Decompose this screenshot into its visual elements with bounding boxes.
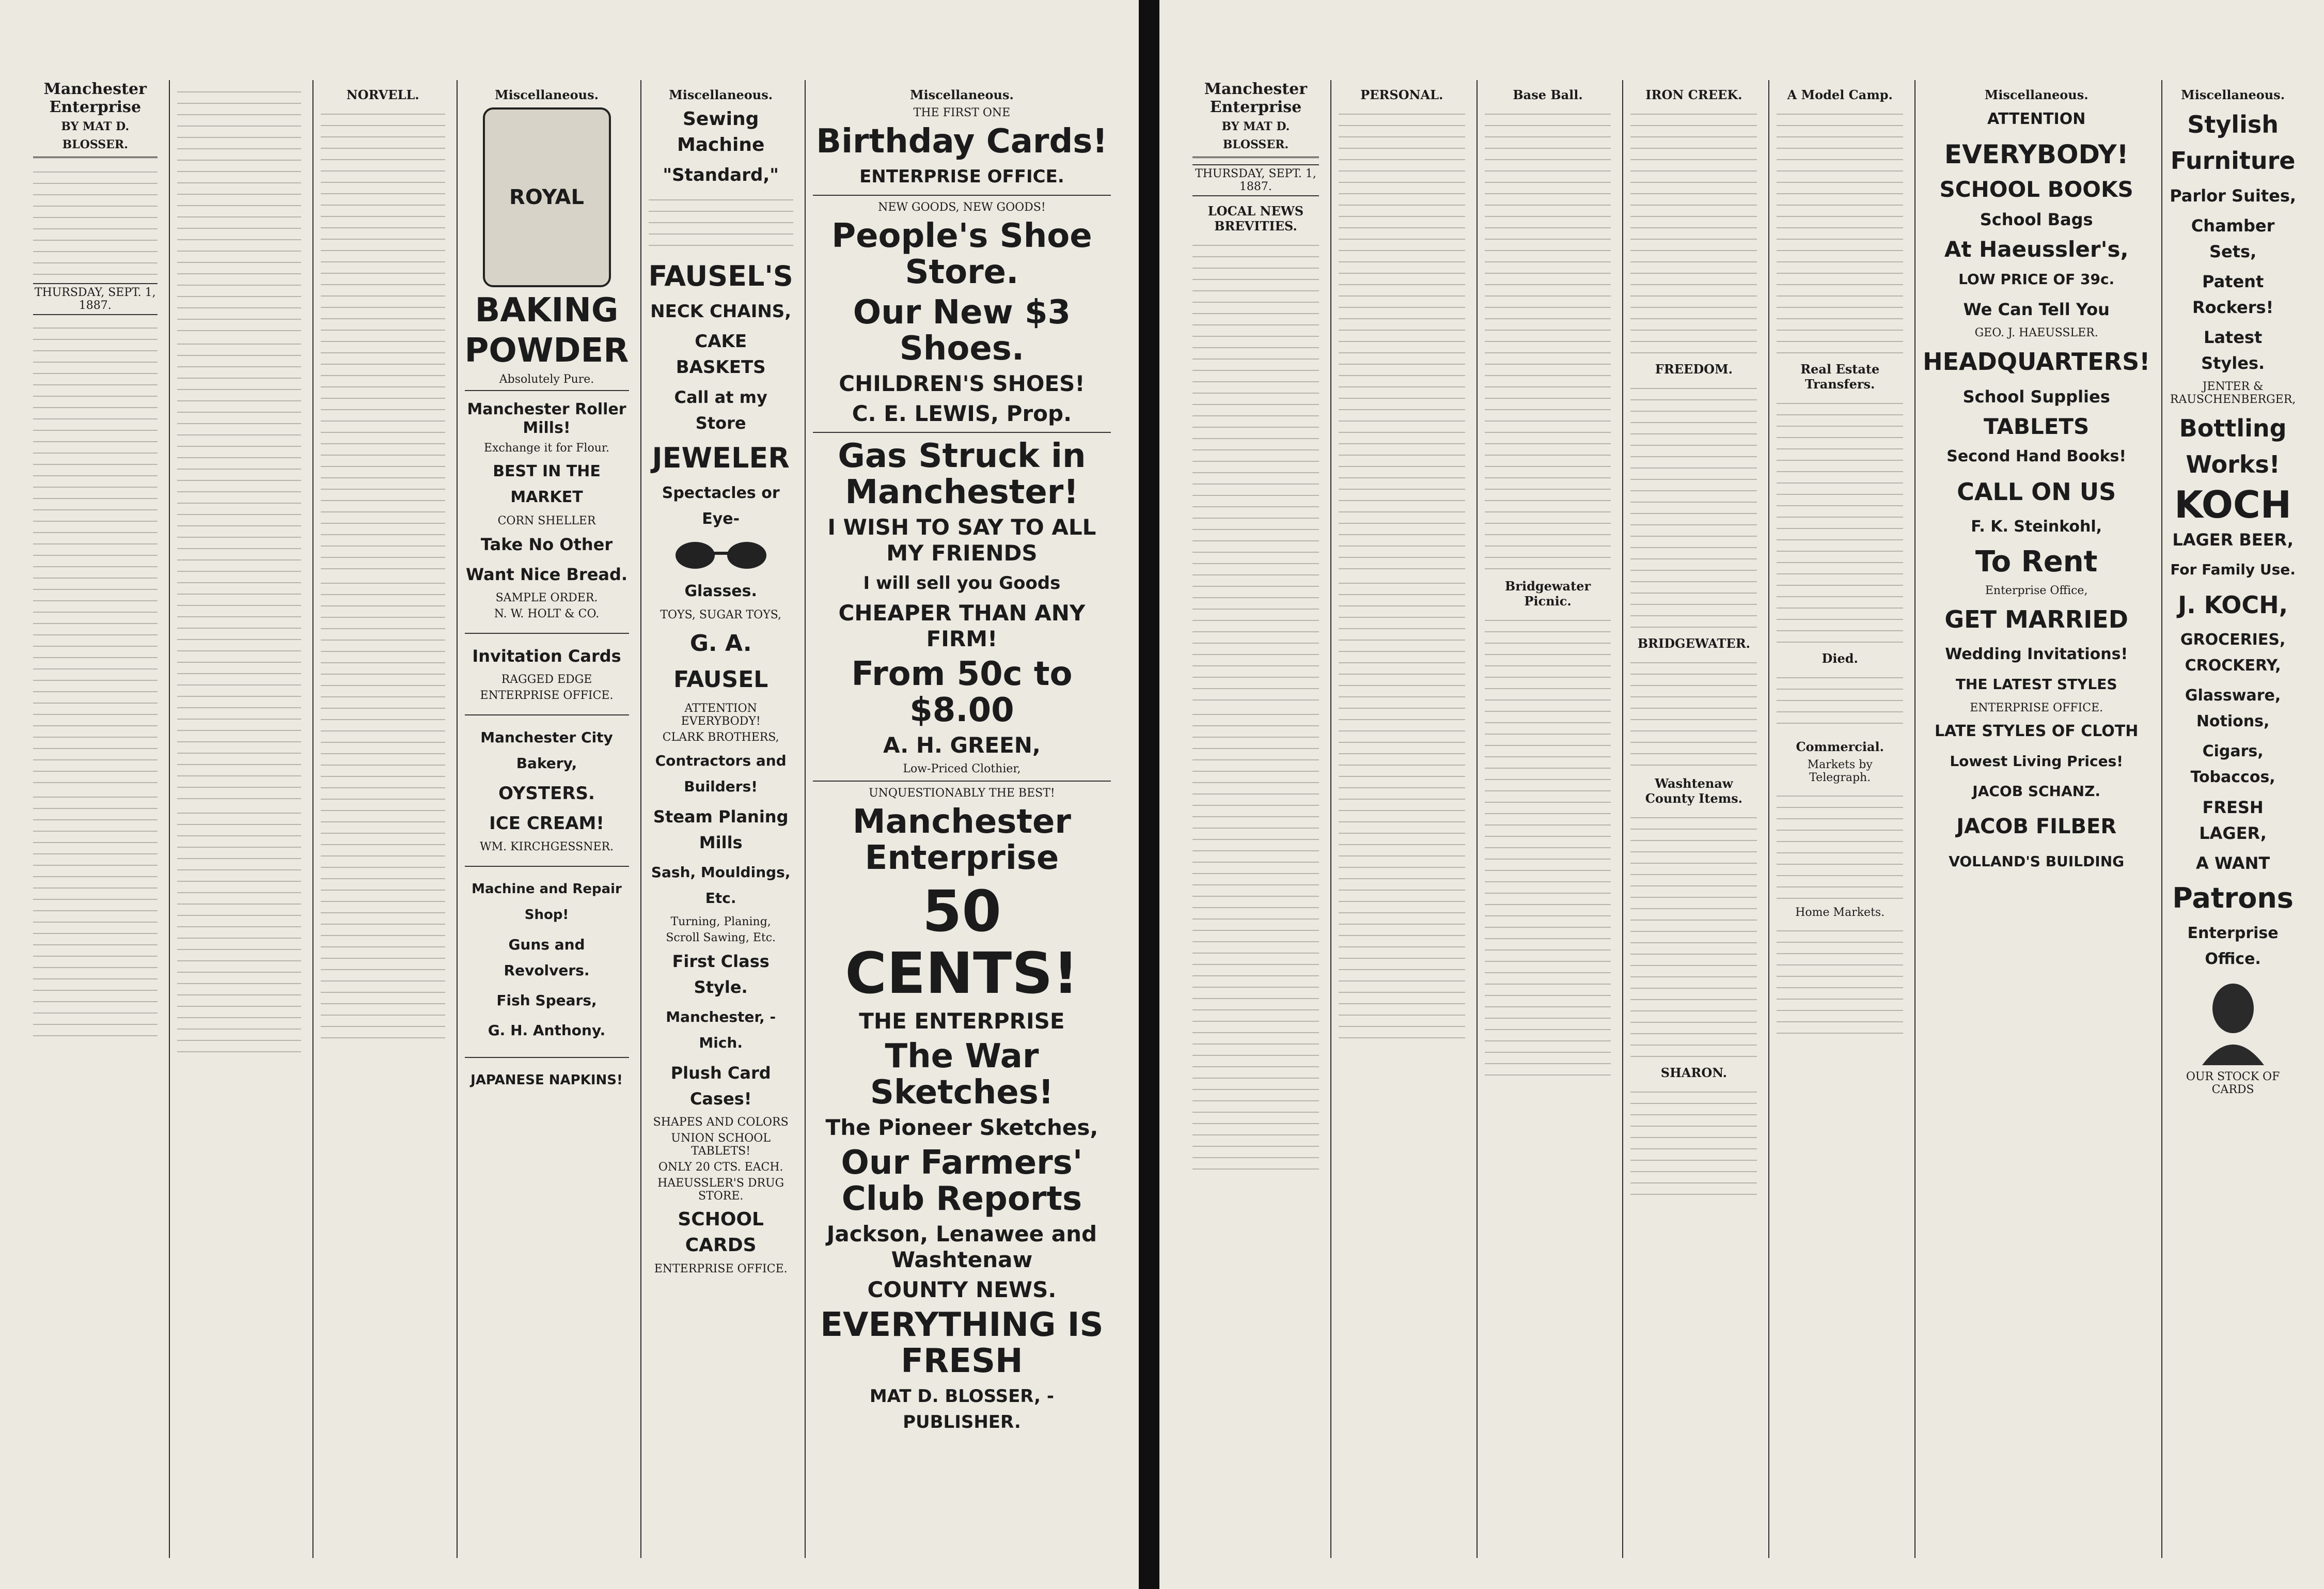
take-no-other: Take No Other	[480, 535, 613, 554]
exchange-flour: Exchange it for Flour.	[484, 442, 609, 455]
scroll: Scroll Sawing, Etc.	[666, 931, 776, 944]
baking-label: BAKING	[475, 291, 619, 330]
masthead-byline: BY MAT D. BLOSSER.	[61, 120, 130, 151]
home-markets: Home Markets.	[1795, 906, 1885, 919]
toys: TOYS, SUGAR TOYS,	[660, 609, 781, 621]
masthead-right	[1192, 80, 1319, 158]
publisher: MAT D. BLOSSER, - PUBLISHER.	[869, 1386, 1054, 1432]
iron-creek-text	[1630, 106, 1757, 354]
right-col-7	[2161, 80, 2303, 1558]
washtenaw-heading: Washtenaw County Items.	[1645, 776, 1743, 806]
masthead-left	[33, 80, 158, 158]
jacob-filber: JACOB FILBER	[1956, 815, 2117, 838]
best-market: BEST IN THE MARKET	[493, 462, 601, 506]
masthead-title: Manchester Enterprise	[43, 80, 147, 116]
column-heading: Miscellaneous.	[909, 87, 1014, 102]
enterprise-office: ENTERPRISE OFFICE.	[480, 689, 614, 702]
column-heading: NORVELL.	[346, 87, 419, 102]
wedding-invitations: Wedding Invitations!	[1945, 645, 2128, 663]
holt-co: N. W. HOLT & CO.	[494, 607, 600, 620]
koch-logo: KOCH	[2174, 483, 2292, 526]
plush-cases: Plush Card Cases!	[670, 1063, 771, 1109]
neck-chains: NECK CHAINS,	[650, 301, 792, 322]
portrait-illustration-icon	[2194, 977, 2272, 1065]
glasses-label: Glasses.	[684, 582, 757, 600]
home-markets-text	[1777, 923, 1903, 1037]
oysters: OYSTERS.	[498, 783, 595, 804]
left-col-5	[640, 80, 800, 1558]
new-goods: NEW GOODS, NEW GOODS!	[878, 201, 1046, 214]
geo-haeussler: GEO. J. HAEUSSLER.	[1974, 326, 2098, 339]
patent-rockers: Patent Rockers!	[2192, 272, 2274, 317]
left-page	[0, 0, 1139, 1589]
childrens-shoes: CHILDREN'S SHOES!	[839, 371, 1085, 396]
farmers-club-text	[33, 789, 158, 1037]
gas-struck: Gas Struck in Manchester!	[838, 437, 1086, 511]
sample-order: SAMPLE ORDER.	[495, 591, 598, 604]
japanese-napkins: JAPANESE NAPKINS!	[470, 1072, 623, 1088]
eyeglasses-icon	[669, 537, 773, 573]
picnic-text	[1485, 613, 1611, 1078]
the-enterprise: THE ENTERPRISE	[859, 1008, 1065, 1034]
birthday-cards: Birthday Cards!	[816, 122, 1108, 161]
powder-label: POWDER	[464, 332, 629, 370]
union-tablets: UNION SCHOOL TABLETS!	[671, 1132, 771, 1158]
latest-styles: THE LATEST STYLES	[1955, 676, 2117, 693]
low-priced-clothier: Low-Priced Clothier,	[903, 762, 1021, 775]
stock-of-cards: OUR STOCK OF CARDS	[2186, 1070, 2280, 1096]
masthead-byline: BY MAT D. BLOSSER.	[1221, 120, 1290, 151]
markets-telegraph: Markets by Telegraph.	[1807, 758, 1873, 784]
column-heading: IRON CREEK.	[1645, 87, 1742, 102]
call-on-us: CALL ON US	[1957, 478, 2116, 506]
a-want: A WANT	[2196, 853, 2270, 873]
royal-label: ROYAL	[509, 185, 584, 209]
bottling-works: Bottling Works!	[2179, 414, 2287, 478]
right-page	[1159, 0, 2324, 1589]
enterprise-office-rent: Enterprise Office,	[1985, 584, 2088, 597]
ga-fausel: G. A. FAUSEL	[673, 630, 768, 693]
left-col-4	[457, 80, 636, 1558]
manchester-enterprise: Manchester Enterprise	[852, 803, 1071, 877]
ce-lewis: C. E. LEWIS, Prop.	[852, 401, 1072, 426]
local-text-2	[1192, 707, 1319, 1172]
vollands-building: VOLLAND'S BUILDING	[1949, 853, 2125, 870]
peoples-shoe-store: People's Shoe Store.	[831, 217, 1092, 291]
fausels: FAUSEL'S	[648, 260, 793, 292]
contractors: Contractors and Builders!	[655, 752, 787, 795]
new-3-shoes: Our New $3 Shoes.	[853, 293, 1071, 368]
tell-you: We Can Tell You	[1963, 300, 2110, 319]
ah-green: A. H. GREEN,	[883, 733, 1041, 758]
repair-shop: Machine and Repair Shop!	[472, 881, 622, 923]
standard: "Standard,"	[663, 165, 779, 185]
divider	[813, 195, 1111, 196]
left-columns	[26, 80, 1118, 1558]
counties: Jackson, Lenawee and Washtenaw	[826, 1221, 1097, 1272]
cheaper-than: CHEAPER THAN ANY FIRM!	[838, 600, 1086, 651]
washtenaw-text	[1630, 810, 1757, 1058]
groceries: GROCERIES, CROCKERY,	[2180, 631, 2286, 675]
column-heading: Miscellaneous.	[669, 87, 773, 102]
headquarters: HEADQUARTERS!	[1923, 348, 2150, 376]
tablets: TABLETS	[1984, 414, 2090, 439]
first-class: First Class Style.	[672, 952, 770, 997]
estate-text	[1777, 396, 1903, 644]
manchester-mich: Manchester, - Mich.	[666, 1008, 776, 1051]
call-at-store: Call at my Store	[674, 387, 767, 433]
everybody: EVERYBODY!	[1944, 139, 2129, 169]
right-col-5	[1768, 80, 1910, 1558]
school-cards: SCHOOL CARDS	[678, 1209, 764, 1256]
personal-text-2	[1339, 575, 1465, 1040]
second-hand: Second Hand Books!	[1946, 447, 2127, 465]
jacob-schanz: JACOB SCHANZ.	[1972, 783, 2101, 800]
kirchgessner: WM. KIRCHGESSNER.	[479, 840, 614, 853]
fish-spears: Fish Spears,	[496, 992, 597, 1009]
first-one: THE FIRST ONE	[913, 106, 1011, 119]
at-haeussler: At Haeussler's,	[1944, 237, 2129, 262]
furniture-firm: JENTER & RAUSCHENBERGER,	[2170, 380, 2296, 406]
commercial-heading: Commercial.	[1796, 739, 1885, 754]
left-col-6	[805, 80, 1118, 1558]
right-col-1	[1185, 80, 1326, 1558]
clark-brothers: CLARK BROTHERS,	[662, 731, 779, 744]
bakery-ad	[465, 714, 629, 862]
county-news-text	[321, 575, 445, 1040]
sell-goods: I will sell you Goods	[863, 573, 1061, 594]
attention: ATTENTION	[1987, 110, 2086, 128]
low-price: LOW PRICE OF 39c.	[1958, 271, 2115, 288]
issue-date: THURSDAY, SEPT. 1, 1887.	[1192, 164, 1319, 196]
died-heading: Died.	[1821, 651, 1858, 666]
county-news: COUNTY NEWS.	[867, 1277, 1057, 1302]
article-text-3	[177, 805, 302, 1053]
bridgewater-heading: BRIDGEWATER.	[1637, 636, 1751, 651]
norvell-text	[321, 106, 445, 571]
column-heading: Miscellaneous.	[2181, 87, 2285, 102]
right-col-4	[1622, 80, 1764, 1558]
issue-date: THURSDAY, SEPT. 1, 1887.	[33, 283, 158, 315]
roller-mills-ad	[465, 390, 629, 629]
ice-cream: ICE CREAM!	[489, 813, 604, 834]
drug-store: HAEUSSLER'S DRUG STORE.	[657, 1177, 784, 1203]
freedom-text	[1630, 381, 1757, 629]
get-married: GET MARRIED	[1944, 605, 2128, 633]
enterprise-office: ENTERPRISE OFFICE.	[859, 166, 1064, 187]
glassware: Glassware, Notions,	[2185, 687, 2281, 730]
invitation-cards: Invitation Cards	[472, 646, 621, 666]
left-col-1	[26, 80, 165, 1558]
guns-revolvers: Guns and Revolvers.	[504, 936, 590, 979]
school-books: SCHOOL BOOKS	[1939, 177, 2133, 202]
fifty-cents: 50 CENTS!	[845, 878, 1079, 1006]
only-20: ONLY 20 CTS. EACH.	[658, 1161, 783, 1174]
attention: ATTENTION EVERYBODY!	[681, 702, 761, 728]
left-col-2	[169, 80, 309, 1558]
article-text-2	[177, 336, 302, 801]
fresh-lager: FRESH LAGER,	[2199, 798, 2267, 843]
divider	[813, 432, 1111, 433]
shapes-colors: SHAPES AND COLORS	[653, 1116, 789, 1129]
left-col-3	[312, 80, 452, 1558]
napkins-ad	[465, 1057, 629, 1102]
city-bakery: Manchester City Bakery,	[480, 729, 613, 772]
chamber-sets: Chamber Sets,	[2191, 216, 2275, 261]
baseball-text	[1485, 106, 1611, 571]
masthead-title: Manchester Enterprise	[1204, 80, 1308, 116]
picnic-heading: Bridgewater Picnic.	[1505, 579, 1591, 609]
parlor-suites: Parlor Suites,	[2170, 186, 2297, 206]
cake-baskets: CAKE BASKETS	[676, 331, 766, 378]
local-text	[1192, 238, 1319, 703]
freedom-heading: FREEDOM.	[1655, 362, 1733, 377]
right-col-2	[1330, 80, 1472, 1558]
enterprise-office: ENTERPRISE OFFICE.	[654, 1263, 788, 1275]
everything-fresh: EVERYTHING IS FRESH	[820, 1306, 1104, 1380]
steam-mills: Steam Planing Mills	[653, 807, 789, 852]
latest-styles: Latest Styles.	[2201, 328, 2265, 373]
page-gutter	[1139, 0, 1159, 1589]
sewing-text	[649, 192, 793, 254]
to-rent: To Rent	[1975, 545, 2098, 579]
anthony: G. H. Anthony.	[488, 1022, 606, 1039]
stylish-furniture: Stylish Furniture	[2170, 111, 2296, 175]
baking-powder-can-icon	[483, 107, 611, 287]
invitation-cards-ad	[465, 633, 629, 710]
sharon-text	[1630, 1084, 1757, 1198]
roller-mills-title: Manchester Roller Mills!	[467, 400, 626, 437]
ragged-edge: RAGGED EDGE	[501, 673, 592, 686]
wish-to-say: I WISH TO SAY TO ALL MY FRIENDS	[827, 515, 1096, 566]
patrons: Patrons	[2172, 882, 2294, 914]
spectacles: Spectacles or Eye-	[662, 484, 780, 528]
sharon-heading: SHARON.	[1660, 1065, 1728, 1080]
lowest-prices: Lowest Living Prices!	[1950, 753, 2124, 770]
article-text	[177, 84, 302, 332]
lager-beer: LAGER BEER,	[2172, 530, 2294, 550]
died-text	[1777, 670, 1903, 732]
absolutely-pure: Absolutely Pure.	[499, 373, 594, 386]
repair-shop-ad	[465, 866, 629, 1053]
cigars: Cigars, Tobaccos,	[2190, 742, 2275, 786]
jeweler: JEWELER	[652, 442, 790, 474]
sash: Sash, Mouldings, Etc.	[651, 864, 791, 907]
corn-sheller: CORN SHELLER	[497, 515, 596, 527]
estate-heading: Real Estate Transfers.	[1800, 362, 1880, 392]
column-heading: Miscellaneous.	[1984, 87, 2089, 102]
column-heading: PERSONAL.	[1360, 87, 1443, 102]
price-range: From 50c to $8.00	[851, 655, 1073, 729]
farmers-club: Our Farmers' Club Reports	[841, 1144, 1083, 1218]
divider	[813, 781, 1111, 782]
local-brevities: LOCAL NEWS BREVITIES.	[1207, 204, 1304, 233]
war-sketches: The War Sketches!	[870, 1037, 1054, 1112]
right-col-3	[1477, 80, 1619, 1558]
turning: Turning, Planing,	[670, 915, 771, 928]
column-heading: Miscellaneous.	[495, 87, 599, 102]
markets-text	[1777, 788, 1903, 902]
pioneer-sketches: The Pioneer Sketches,	[825, 1115, 1098, 1140]
notice-text-block	[33, 164, 158, 278]
styles-cloth: LATE STYLES OF CLOTH	[1934, 722, 2139, 740]
right-columns	[1185, 80, 2303, 1558]
enterprise-office: ENTERPRISE OFFICE.	[1970, 702, 2103, 714]
j-koch: J. KOCH,	[2178, 591, 2288, 619]
want-nice-bread: Want Nice Bread.	[465, 565, 628, 584]
column-heading: Base Ball.	[1513, 87, 1583, 102]
column-heading: A Model Camp.	[1787, 87, 1893, 102]
steinkohl: F. K. Steinkohl,	[1971, 518, 2102, 536]
camp-text	[1777, 106, 1903, 354]
family-use: For Family Use.	[2170, 561, 2296, 578]
local-news-text	[33, 320, 158, 785]
school-bags: School Bags	[1980, 210, 2093, 229]
school-supplies: School Supplies	[1962, 387, 2110, 407]
unquestionably: UNQUESTIONABLY THE BEST!	[869, 787, 1055, 800]
enterprise-office: Enterprise Office.	[2187, 924, 2279, 968]
bridgewater-text	[1630, 655, 1757, 769]
sewing-machine: Sewing Machine	[677, 108, 765, 155]
right-col-6	[1914, 80, 2157, 1558]
personal-text	[1339, 106, 1465, 571]
